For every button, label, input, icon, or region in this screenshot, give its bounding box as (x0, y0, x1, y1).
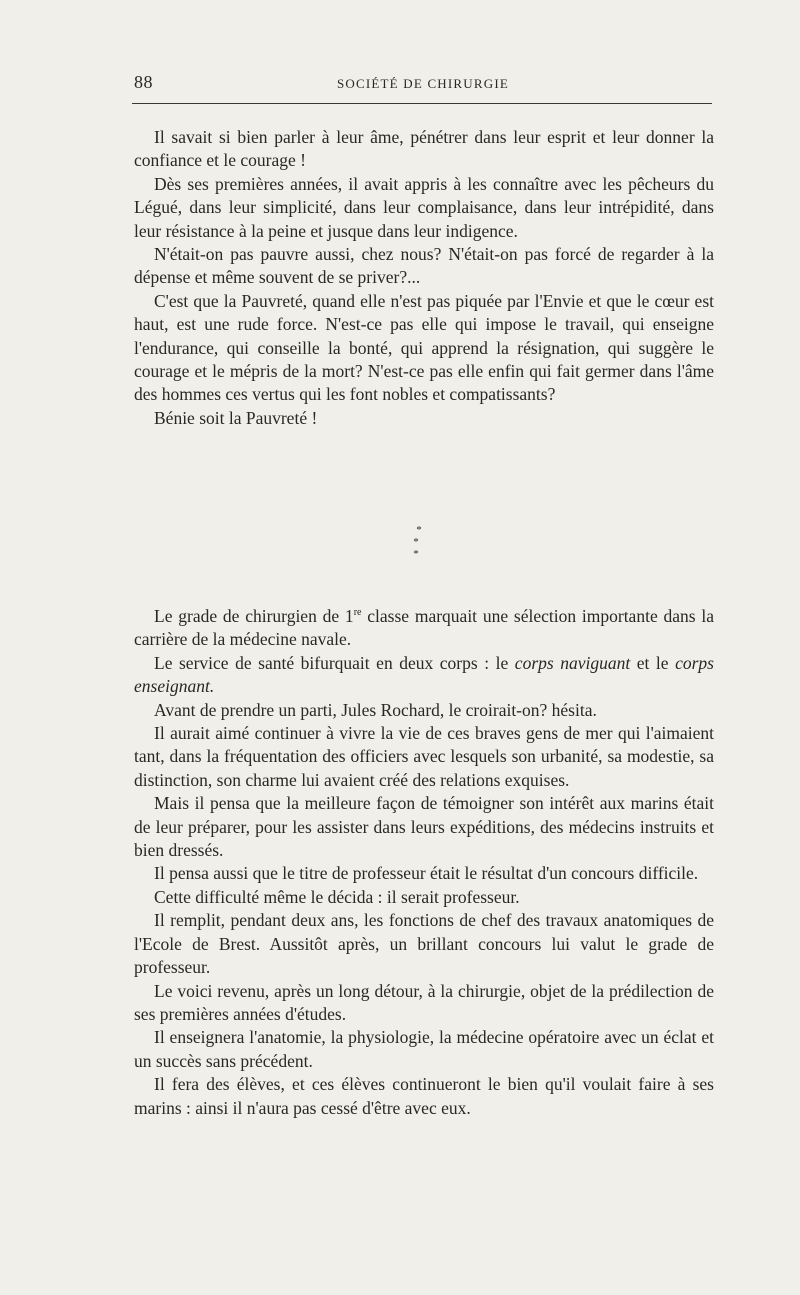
asterism-top: * (416, 524, 422, 536)
paragraph: Mais il pensa que la meilleure façon de témoigner son intérêt aux marins était de leur préparer, pour les assister dans leurs expéditions, des médecins instruits et bien dressés. (134, 793, 714, 861)
paragraph: Dès ses premières années, il avait appris à les connaître avec les pêcheurs du Légué, dans leur simplicité, dans leur complaisance, dans leur intrépidité, dans leur résistance à la peine et jusque dans leur indigence. (134, 173, 714, 241)
paragraph: Avant de prendre un parti, Jules Rochard, le croirait-on? hésita. (154, 699, 597, 720)
paragraph: Il fera des élèves, et ces élèves continueront le bien qu'il voulait faire à ses marins : ainsi il n'aura pas cessé d'être avec eux. (134, 1074, 714, 1118)
text-block-1 (134, 126, 714, 430)
paragraph-text: Le grade de chirurgien de 1 (154, 606, 354, 626)
header-rule (132, 103, 712, 104)
asterism-bottom: * * (413, 536, 425, 560)
paragraph-text: et le (630, 652, 676, 673)
paragraph: N'était-on pas pauvre aussi, chez nous? N'était-on pas forcé de regarder à la dépense et même souvent de se priver?... (134, 244, 714, 288)
paragraph: Cette difficulté même le décida : il serait professeur. (154, 886, 520, 907)
paragraph: Bénie soit la Pauvreté ! (154, 407, 318, 428)
text-block-2 (134, 605, 714, 1120)
paragraph: Le voici revenu, après un long détour, à la chirurgie, objet de la prédilection de ses premières années d'études. (134, 980, 714, 1024)
paragraph: Il pensa aussi que le titre de professeur était le résultat d'un concours difficile. (154, 863, 699, 884)
paragraph (134, 652, 714, 699)
italic-term: corps enseignant. (134, 652, 714, 697)
paragraph (134, 605, 714, 652)
page-number: 88 (134, 72, 153, 92)
paragraph: Il remplit, pendant deux ans, les fonctions de chef des travaux anatomiques de l'Ecole de Brest. Aussitôt après, un brillant concours lui valut le grade de professeur. (134, 910, 714, 978)
ordinal-superscript: re (353, 607, 362, 619)
italic-term: corps naviguant (514, 652, 631, 673)
paragraph: Il enseignera l'anatomie, la physiologie, la médecine opératoire avec un éclat et un succès sans précédent. (134, 1027, 714, 1071)
paragraph-text: classe marquait une sélection importante dans la carrière de la médecine navale. (134, 606, 715, 650)
paragraph: C'est que la Pauvreté, quand elle n'est pas piquée par l'Envie et que le cœur est haut, est une rude force. N'est-ce pas elle qui impose le travail, qui enseigne l'endurance, qui conseille la bonté, qui apprend la résignation, qui suggère le courage et le mépris de la mort? N'est-ce pas elle enfin qui fait germer dans l'âme des hommes ces vertus qui les font nobles et compatissants? (134, 290, 714, 405)
asterism-divider (404, 524, 434, 560)
paragraph-text: Le service de santé bifurquait en deux corps : le (154, 652, 515, 673)
paragraph: Il savait si bien parler à leur âme, pénétrer dans leur esprit et leur donner la confiance et le courage ! (134, 127, 714, 171)
running-title: SOCIÉTÉ DE CHIRURGIE (336, 76, 510, 91)
paragraph: Il aurait aimé continuer à vivre la vie de ces braves gens de mer qui l'aimaient tant, dans la fréquentation des officiers avec lesquels son urbanité, sa modestie, sa distinction, son charme lui avaient créé des relations exquises. (134, 723, 714, 790)
page-header (134, 72, 712, 96)
